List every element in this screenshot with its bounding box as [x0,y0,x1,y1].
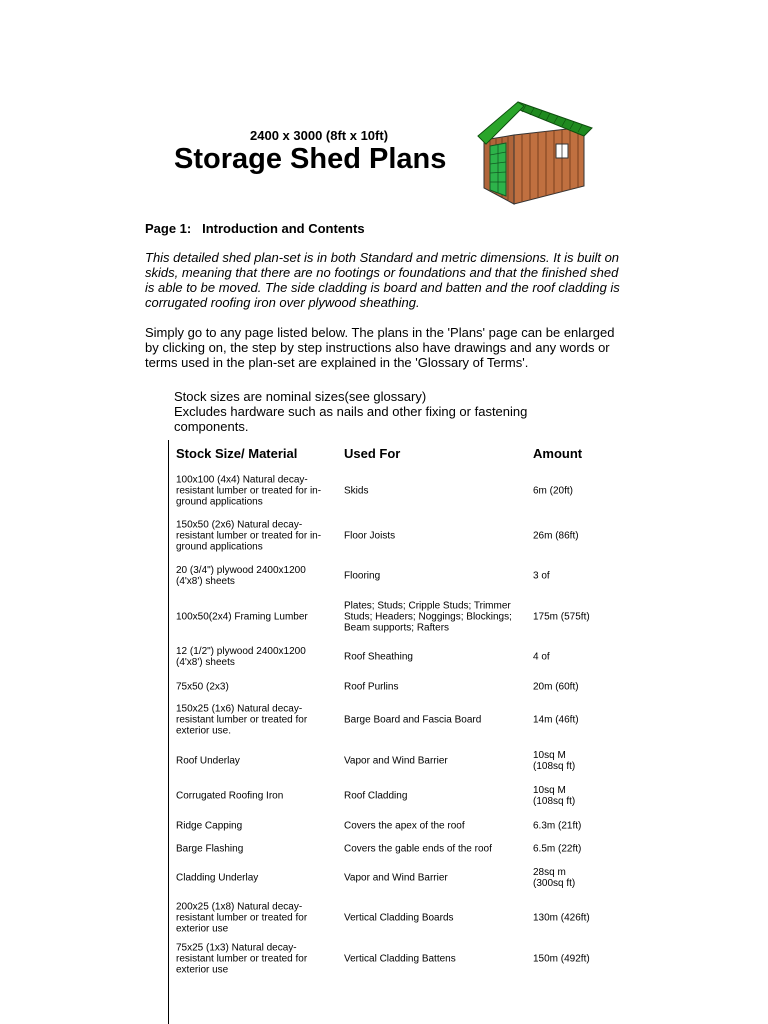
table-header-used-for: Used For [344,446,401,461]
cell-amount: 20m (60ft) [533,681,579,693]
cell-amount: 4 of [533,651,550,663]
table-header-material: Stock Size/ Material [176,446,298,461]
cell-material: 150x50 (2x6) Natural decay-resistant lumber or treated for in-ground applications [176,519,322,553]
cell-amount: 28sq m (300sq ft) [533,867,576,889]
page-heading: Page 1: Introduction and Contents [145,221,365,236]
cell-amount: 175m (575ft) [533,611,590,623]
cell-amount: 6.5m (22ft) [533,843,582,855]
note-item: Excludes hardware such as nails and other fixing or fastening components. [174,404,528,434]
note-item: Stock sizes are nominal sizes(see glossary) [174,389,427,404]
cell-material: Roof Underlay [176,755,240,767]
intro-paragraph-italic: This detailed shed plan-set is in both Standard and metric dimensions. It is built on skids, meaning that there are no footings or foundations and that the finished shed is able to be moved. The side cladding is board and batten and the roof cladding is corrugated roofing iron over plywood sheathing. [145,250,620,310]
cell-material: 100x100 (4x4) Natural decay-resistant lumber or treated for in-ground applications [176,474,322,508]
cell-used-for: Roof Sheathing [344,651,413,663]
notes [174,389,554,434]
cell-material: 75x50 (2x3) [176,681,229,693]
cell-material: Barge Flashing [176,843,244,855]
cell-used-for: Barge Board and Fascia Board [344,714,482,726]
cell-used-for: Covers the apex of the roof [344,820,465,832]
cell-amount: 10sq M (108sq ft) [533,750,576,772]
cell-used-for: Floor Joists [344,530,396,542]
cell-amount: 3 of [533,570,550,582]
cell-material: 200x25 (1x8) Natural decay-resistant lumber or treated for exterior use [176,901,308,935]
cell-material: 150x25 (1x6) Natural decay-resistant lumber or treated for exterior use. [176,703,308,737]
intro-paragraph: Simply go to any page listed below. The plans in the 'Plans' page can be enlarged by clicking on, the step by step instructions also have drawings and any words or terms used in the plan-set are explained in the 'Glossary of Terms'. [145,325,615,370]
cell-amount: 10sq M (108sq ft) [533,785,576,807]
cell-amount: 6.3m (21ft) [533,820,582,832]
cell-used-for: Vertical Cladding Boards [344,912,454,924]
subtitle: 2400 x 3000 (8ft x 10ft) [250,128,389,143]
cell-material: Ridge Capping [176,820,243,832]
cell-amount: 130m (426ft) [533,912,590,924]
cell-used-for: Skids [344,485,369,497]
cell-amount: 14m (46ft) [533,714,579,726]
table-left-rule [168,440,169,1024]
cell-amount: 26m (86ft) [533,530,579,542]
cell-used-for: Plates; Studs; Cripple Studs; Trimmer Studs; Headers; Noggings; Blockings; Beam supports; Rafters [344,600,512,634]
cell-material: 20 (3/4") plywood 2400x1200 (4'x8') sheets [176,565,306,587]
cell-used-for: Covers the gable ends of the roof [344,843,492,855]
cell-material: 100x50(2x4) Framing Lumber [176,611,308,623]
cell-material: Cladding Underlay [176,872,259,884]
cell-used-for: Roof Purlins [344,681,399,693]
cell-used-for: Roof Cladding [344,790,408,802]
cell-material: 12 (1/2") plywood 2400x1200 (4'x8') sheets [176,646,306,668]
page-title: Storage Shed Plans [174,143,447,175]
cell-amount: 150m (492ft) [533,953,590,965]
cell-used-for: Vertical Cladding Battens [344,953,456,965]
cell-used-for: Flooring [344,570,381,582]
cell-amount: 6m (20ft) [533,485,574,497]
shed-illustration [476,100,598,210]
cell-used-for: Vapor and Wind Barrier [344,755,448,767]
table-header-amount: Amount [533,446,583,461]
cell-material: Corrugated Roofing Iron [176,790,284,802]
cell-used-for: Vapor and Wind Barrier [344,872,448,884]
cell-material: 75x25 (1x3) Natural decay-resistant lumber or treated for exterior use [176,942,308,976]
